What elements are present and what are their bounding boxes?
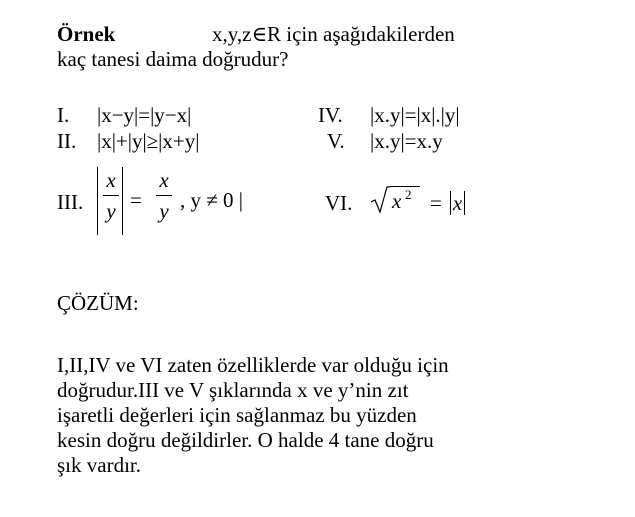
roman-numeral: I.: [57, 103, 70, 127]
radical-sign-icon: [370, 185, 390, 215]
item-i: [57, 103, 191, 127]
item-iii: [57, 163, 297, 241]
solution-paragraph: [57, 353, 597, 478]
roman-numeral: III.: [57, 190, 84, 214]
abs-bar-right: [464, 191, 465, 215]
solution-line: işaretli değerleri için sağlanmaz bu yüzden: [57, 403, 417, 427]
fraction-bar: [103, 195, 119, 196]
rhs-variable: x: [452, 191, 463, 215]
abs-bar-left: [97, 167, 98, 235]
absolute-fraction-expression: [97, 163, 297, 241]
solution-line: doğrudur.III ve V şıklarında x ve y’nin zıt: [57, 378, 409, 402]
numerator: x: [106, 168, 116, 192]
roman-numeral: II.: [57, 129, 77, 153]
expression: |x.y|=|x|.|y|: [370, 103, 460, 127]
numerator: x: [159, 168, 169, 192]
question-line-2: kaç tanesi daima doğrudur?: [57, 47, 289, 71]
expression: |x|+|y|≥|x+y|: [97, 129, 200, 153]
denominator: y: [106, 199, 116, 223]
solution-title: ÇÖZÜM:: [57, 291, 139, 315]
solution-line: kesin doğru değildirler. O halde 4 tane doğru: [57, 428, 434, 452]
radicand: x: [392, 189, 402, 213]
equals-sign: =: [430, 191, 442, 215]
roman-numeral: VI.: [325, 191, 353, 215]
fraction-lhs: [102, 168, 120, 223]
abs-bar-right: [122, 167, 123, 235]
roman-numeral: IV.: [318, 103, 343, 127]
solution-line: I,II,IV ve VI zaten özelliklerde var olduğu için: [57, 353, 449, 377]
denominator: y: [159, 199, 169, 223]
item-v: [327, 129, 443, 153]
equals-sign: =: [130, 188, 142, 212]
question-line-1: x,y,z∈R için aşağıdakilerden: [212, 22, 455, 46]
item-iv: [318, 103, 460, 127]
expression: |x−y|=|y−x|: [97, 103, 192, 127]
condition: , y ≠ 0 |: [180, 188, 243, 212]
expression: |x.y|=x.y: [370, 129, 443, 153]
abs-bar-left: [450, 191, 451, 215]
solution-line: şık vardır.: [57, 453, 141, 477]
item-vi: [325, 189, 465, 217]
example-label: Örnek: [57, 22, 116, 46]
fraction-bar: [156, 195, 172, 196]
square-root: [370, 189, 422, 217]
item-ii: [57, 129, 199, 153]
exponent: 2: [405, 187, 412, 202]
roman-numeral: V.: [327, 129, 345, 153]
fraction-rhs: [155, 168, 173, 223]
